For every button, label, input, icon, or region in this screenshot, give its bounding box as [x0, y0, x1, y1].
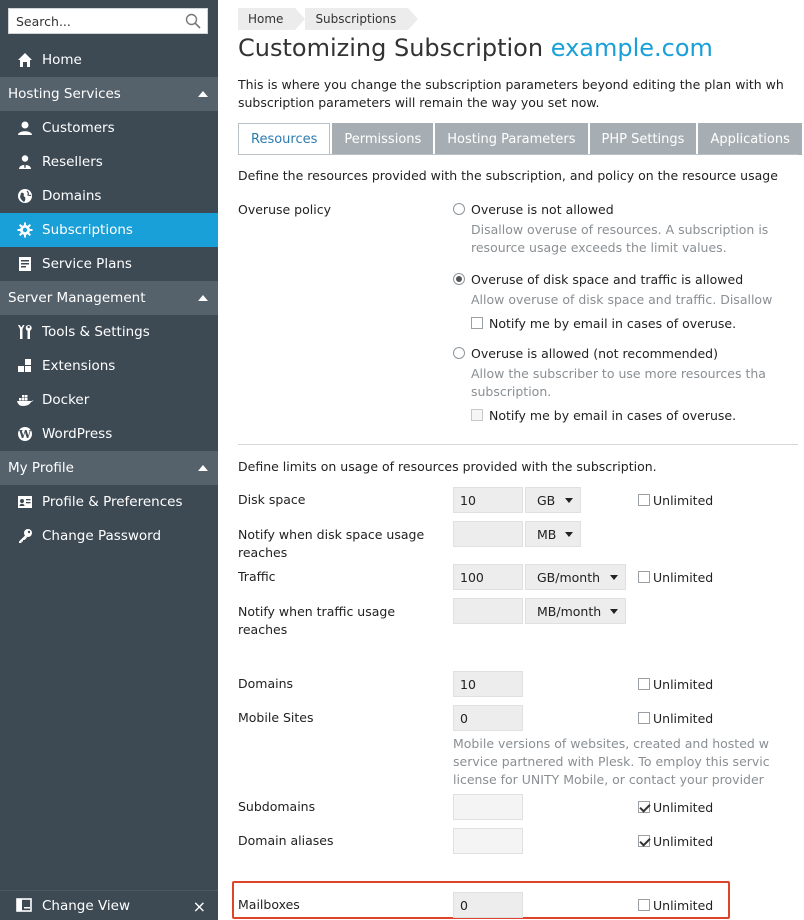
- section-hosting-label: Hosting Services: [8, 86, 121, 102]
- notify-traffic-label: [238, 603, 395, 639]
- tab-bar: [238, 123, 804, 155]
- traffic-unit-select[interactable]: [525, 564, 626, 590]
- limits-text: Define limits on usage of resources provided with the subscription.: [238, 459, 657, 474]
- define-resources-text: Define the resources provided with the subscription, and policy on the resource usage: [238, 168, 778, 183]
- notify-traffic-unit-value: MB/month: [537, 603, 602, 619]
- nav-extensions-label: Extensions: [42, 358, 116, 374]
- collapse-caret-icon: [198, 465, 208, 471]
- nav-docker[interactable]: [0, 383, 218, 417]
- tab-applications[interactable]: Applications: [698, 123, 801, 155]
- opt3-hint-2: subscription.: [471, 384, 552, 399]
- extensions-icon: [16, 357, 34, 375]
- nav-subscriptions[interactable]: [0, 213, 218, 247]
- subdomains-unlimited-checkbox[interactable]: [638, 801, 650, 813]
- radio-overuse-allowed[interactable]: [453, 347, 465, 359]
- notify-traffic-label-line2: reaches: [238, 622, 288, 637]
- traffic-input[interactable]: 100: [453, 564, 523, 590]
- domain-aliases-unlimited-checkbox[interactable]: [638, 835, 650, 847]
- notify-disk-unit-value: MB: [537, 526, 557, 542]
- subdomains-label: Subdomains: [238, 799, 316, 814]
- intro-line-2: subscription parameters will remain the way you set now.: [238, 95, 600, 110]
- disk-space-unit-select[interactable]: [525, 487, 581, 513]
- nav-resellers[interactable]: [0, 145, 218, 179]
- mobile-sites-input[interactable]: 0: [453, 705, 523, 731]
- notify-disk-unit-select[interactable]: [525, 521, 581, 547]
- notify-traffic-unit-select[interactable]: [525, 598, 626, 624]
- tab-underline: [238, 154, 798, 155]
- mobile-sites-label: Mobile Sites: [238, 710, 314, 725]
- nav-domains[interactable]: [0, 179, 218, 213]
- traffic-unlimited-checkbox[interactable]: [638, 571, 650, 583]
- reseller-icon: [16, 153, 34, 171]
- nav-service-plans[interactable]: [0, 247, 218, 281]
- globe-icon: [16, 187, 34, 205]
- wordpress-icon: [16, 425, 34, 443]
- service-plan-icon: [16, 255, 34, 273]
- nav-customers-label: Customers: [42, 120, 115, 136]
- mobile-sites-unlimited-checkbox[interactable]: [638, 712, 650, 724]
- search-icon[interactable]: [185, 13, 201, 29]
- notify-disk-input[interactable]: [453, 521, 523, 547]
- section-server-management[interactable]: [0, 281, 218, 315]
- nav-profile-label: Profile & Preferences: [42, 494, 183, 510]
- dropdown-arrow-icon: [610, 575, 618, 580]
- dropdown-arrow-icon: [565, 532, 573, 537]
- mobile-sites-hint-1: Mobile versions of websites, created and hosted w: [453, 736, 770, 751]
- tab-permissions[interactable]: Permissions: [332, 123, 433, 155]
- mailboxes-unlimited-checkbox[interactable]: [638, 899, 650, 911]
- section-my-profile[interactable]: [0, 451, 218, 485]
- traffic-label: Traffic: [238, 569, 276, 584]
- domains-label: Domains: [238, 676, 294, 691]
- nav-change-password[interactable]: [0, 519, 218, 553]
- nav-docker-label: Docker: [42, 392, 90, 408]
- domain-aliases-label: Domain aliases: [238, 833, 334, 848]
- change-view-button[interactable]: [0, 890, 218, 920]
- nav-wordpress[interactable]: [0, 417, 218, 451]
- notify-disk-label-line2: reaches: [238, 545, 288, 560]
- notify-overuse-checkbox-2[interactable]: [471, 409, 483, 421]
- notify-disk-label: [238, 526, 424, 562]
- breadcrumb: [238, 8, 418, 30]
- opt1-hint-2: resource usage exceeds the limit values.: [471, 240, 727, 255]
- notify-traffic-label-line1: Notify when traffic usage: [238, 604, 396, 619]
- domains-input[interactable]: 10: [453, 671, 523, 697]
- domain-aliases-unlimited-label: Unlimited: [653, 834, 714, 849]
- radio-overuse-not-allowed-label: Overuse is not allowed: [471, 202, 614, 217]
- intro-text: [238, 76, 798, 112]
- change-view-label: Change View: [42, 897, 131, 914]
- traffic-unit-value: GB/month: [537, 569, 601, 585]
- subdomains-input[interactable]: [453, 794, 523, 820]
- section-divider: [238, 444, 798, 445]
- traffic-unlimited-label: Unlimited: [653, 570, 714, 585]
- main-content: [218, 0, 790, 920]
- user-icon: [16, 119, 34, 137]
- disk-space-label: Disk space: [238, 492, 306, 507]
- notify-overuse-label-1: Notify me by email in cases of overuse.: [489, 316, 737, 331]
- tools-icon: [16, 323, 34, 341]
- page-title-text: Customizing Subscription: [238, 34, 544, 62]
- notify-disk-label-line1: Notify when disk space usage: [238, 527, 425, 542]
- mailboxes-unlimited-label: Unlimited: [653, 898, 714, 913]
- section-hosting-services[interactable]: [0, 77, 218, 111]
- nav-change-password-label: Change Password: [42, 528, 162, 544]
- mobile-sites-hint-2: service partnered with Plesk. To employ this servic: [453, 754, 770, 769]
- search-input[interactable]: [9, 9, 181, 33]
- close-icon[interactable]: ×: [192, 897, 206, 916]
- home-icon: [16, 51, 34, 69]
- notify-traffic-input[interactable]: [453, 598, 523, 624]
- subdomains-unlimited-label: Unlimited: [653, 800, 714, 815]
- radio-overuse-allowed-label: Overuse is allowed (not recommended): [471, 346, 718, 361]
- layout-icon: [16, 897, 34, 915]
- disk-space-unlimited-checkbox[interactable]: [638, 494, 650, 506]
- sidebar: [0, 0, 218, 920]
- dropdown-arrow-icon: [610, 609, 618, 614]
- nav-wordpress-label: WordPress: [42, 426, 113, 442]
- section-server-label: Server Management: [8, 290, 146, 306]
- domains-unlimited-label: Unlimited: [653, 677, 714, 692]
- tab-resources[interactable]: Resources: [238, 123, 330, 155]
- collapse-caret-icon: [198, 295, 208, 301]
- breadcrumb-home[interactable]: Home: [238, 8, 295, 30]
- disk-space-unit-value: GB: [537, 492, 556, 508]
- nav-tools-label: Tools & Settings: [42, 324, 150, 340]
- disk-space-unlimited-label: Unlimited: [653, 493, 714, 508]
- nav-profile-preferences[interactable]: [0, 485, 218, 519]
- search-box: [8, 8, 208, 34]
- domains-unlimited-checkbox[interactable]: [638, 678, 650, 690]
- nav-customers[interactable]: [0, 111, 218, 145]
- mailboxes-input[interactable]: 0: [453, 892, 523, 918]
- nav-domains-label: Domains: [42, 188, 102, 204]
- disk-space-input[interactable]: 10: [453, 487, 523, 513]
- gear-icon: [16, 221, 34, 239]
- nav-subscriptions-label: Subscriptions: [42, 222, 133, 238]
- key-icon: [16, 527, 34, 545]
- radio-overuse-not-allowed[interactable]: [453, 203, 465, 215]
- mobile-sites-hint-3: license for UNITY Mobile, or contact your provider: [453, 772, 764, 787]
- nav-home-label: Home: [42, 52, 82, 68]
- nav-home[interactable]: [0, 43, 218, 77]
- tab-php-settings[interactable]: PHP Settings: [590, 123, 697, 155]
- notify-overuse-label-2: Notify me by email in cases of overuse.: [489, 408, 737, 423]
- opt2-hint-1: Allow overuse of disk space and traffic. Disallow: [471, 292, 773, 307]
- opt3-hint-1: Allow the subscriber to use more resources tha: [471, 366, 766, 381]
- mailboxes-label: Mailboxes: [238, 897, 300, 912]
- intro-line-1: This is where you change the subscription parameters beyond editing the plan with wh: [238, 77, 784, 92]
- page-title-domain-link[interactable]: example.com: [550, 34, 713, 62]
- nav-extensions[interactable]: [0, 349, 218, 383]
- nav-resellers-label: Resellers: [42, 154, 103, 170]
- dropdown-arrow-icon: [565, 498, 573, 503]
- radio-overuse-disk-traffic-label: Overuse of disk space and traffic is allowed: [471, 272, 744, 287]
- radio-overuse-disk-traffic[interactable]: [453, 273, 465, 285]
- page-title: [238, 34, 713, 62]
- notify-overuse-checkbox-1[interactable]: [471, 317, 483, 329]
- domain-aliases-input[interactable]: [453, 828, 523, 854]
- breadcrumb-subscriptions[interactable]: Subscriptions: [305, 8, 408, 30]
- profile-card-icon: [16, 493, 34, 511]
- nav-tools-settings[interactable]: [0, 315, 218, 349]
- docker-icon: [16, 391, 34, 409]
- nav-service-plans-label: Service Plans: [42, 256, 132, 272]
- collapse-caret-icon: [198, 91, 208, 97]
- svg-text:W: W: [18, 428, 32, 441]
- mobile-sites-unlimited-label: Unlimited: [653, 711, 714, 726]
- tab-hosting-parameters[interactable]: Hosting Parameters: [435, 123, 587, 155]
- overuse-policy-label: Overuse policy: [238, 202, 331, 217]
- opt1-hint-1: Disallow overuse of resources. A subscription is: [471, 222, 769, 237]
- section-profile-label: My Profile: [8, 460, 74, 476]
